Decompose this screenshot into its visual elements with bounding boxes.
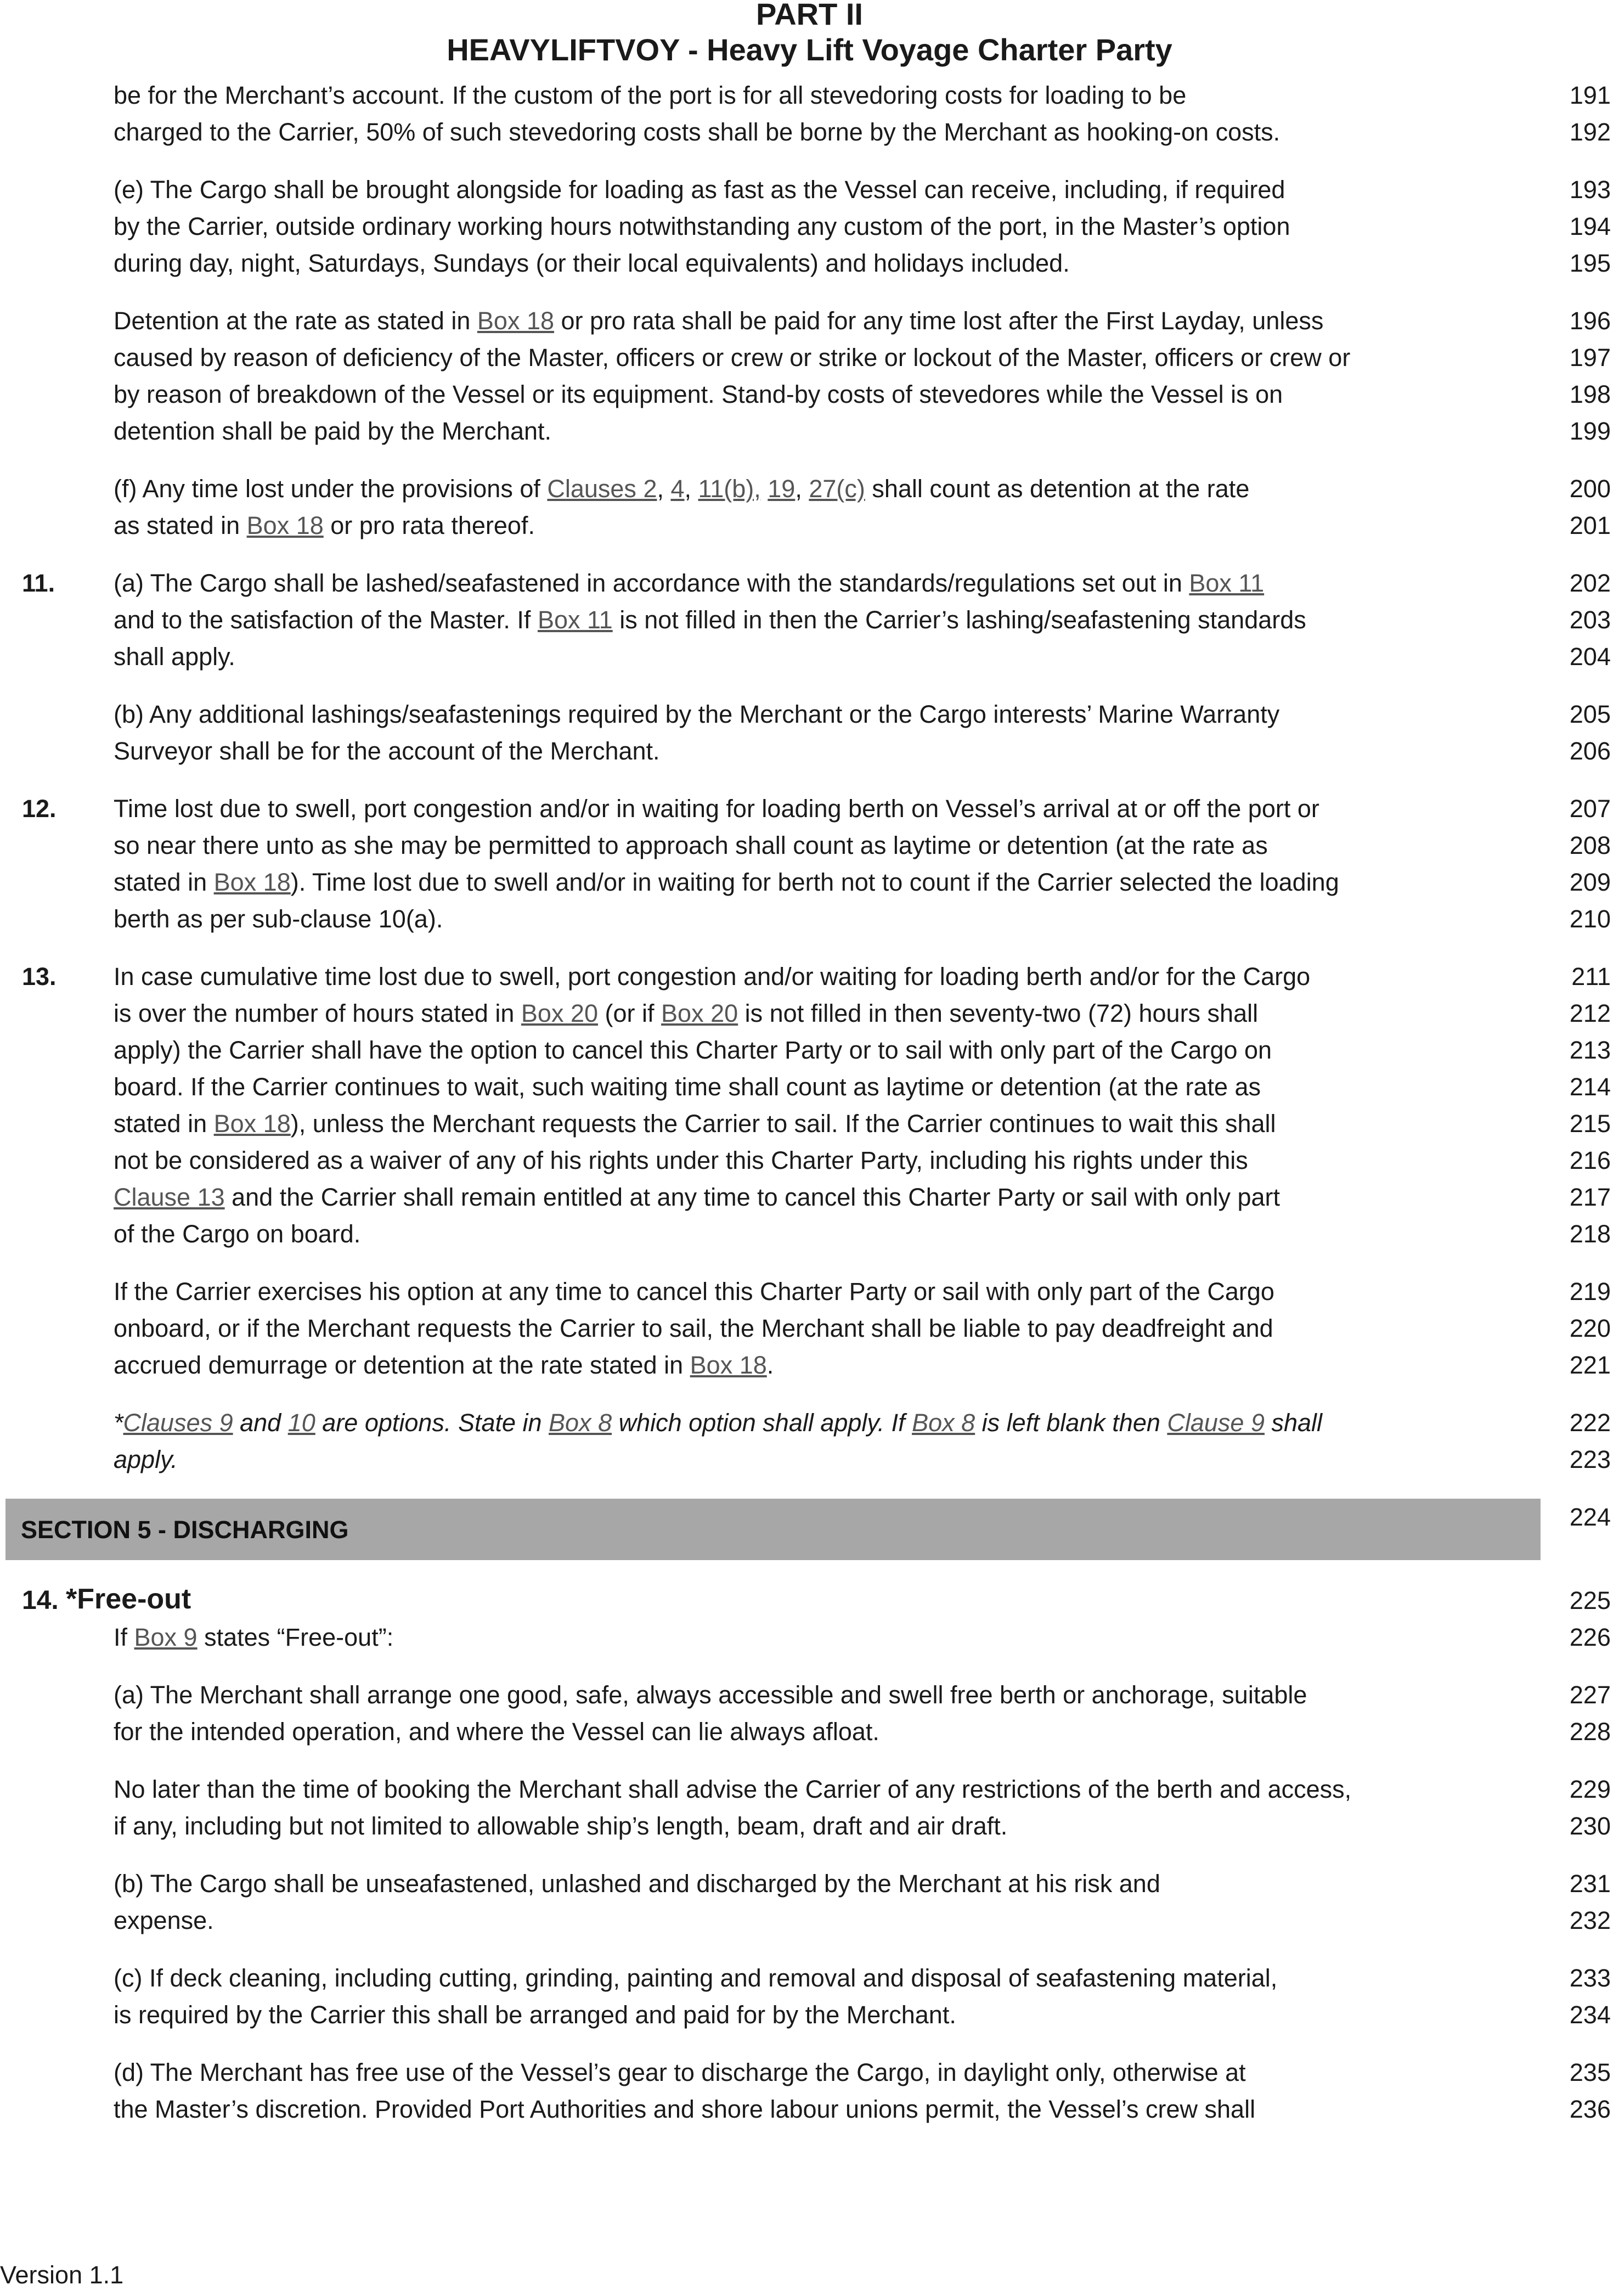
line-number: 227 bbox=[1569, 1681, 1611, 1709]
line-number: 201 bbox=[1569, 511, 1611, 539]
text-run: and to the satisfaction of the Master. If bbox=[114, 606, 538, 634]
text-run: (f) Any time lost under the provisions of bbox=[114, 475, 548, 503]
line-number: 224 bbox=[1569, 1503, 1611, 1531]
clause-11b bbox=[0, 696, 1619, 769]
line-text bbox=[114, 1179, 1280, 1215]
clause-heading: *Free-out bbox=[66, 1583, 191, 1615]
line-191 bbox=[0, 77, 1619, 114]
line-192 bbox=[0, 114, 1619, 150]
clause-14-heading bbox=[0, 1582, 1619, 1656]
line-text: by the Carrier, outside ordinary working hours notwithstanding any custom of the port, in the Master’s option bbox=[114, 212, 1290, 240]
text-run: shall bbox=[1264, 1409, 1323, 1437]
line-text: of the Cargo on board. bbox=[114, 1220, 361, 1248]
text-run: as stated in bbox=[114, 511, 247, 539]
line-text: In case cumulative time lost due to swell, port congestion and/or waiting for loading berth and/or for the Cargo bbox=[114, 963, 1311, 991]
line-201 bbox=[0, 507, 1619, 544]
line-text bbox=[114, 565, 1264, 601]
line-211 bbox=[0, 958, 1619, 995]
line-205 bbox=[0, 696, 1619, 733]
line-217 bbox=[0, 1179, 1619, 1215]
text-run: or pro rata thereof. bbox=[323, 511, 535, 539]
clause-9-link[interactable]: Clauses 9 bbox=[123, 1409, 233, 1437]
line-number: 196 bbox=[1569, 307, 1611, 335]
line-number: 231 bbox=[1569, 1870, 1611, 1898]
line-text bbox=[114, 864, 1339, 901]
line-228 bbox=[0, 1713, 1619, 1750]
text-run: is not filled in then seventy-two (72) hours shall bbox=[738, 999, 1259, 1027]
text-run: , bbox=[684, 475, 698, 503]
line-text: detention shall be paid by the Merchant. bbox=[114, 417, 552, 445]
line-number: 212 bbox=[1569, 999, 1611, 1027]
clause-14d bbox=[0, 2054, 1619, 2128]
line-197 bbox=[0, 339, 1619, 376]
section-5-header bbox=[0, 1499, 1619, 1565]
clause-4-link[interactable]: 4 bbox=[670, 475, 685, 503]
line-number: 226 bbox=[1569, 1623, 1611, 1651]
text-run: is not filled in then the Carrier’s lashing/seafastening standards bbox=[612, 606, 1306, 634]
line-number: 198 bbox=[1569, 380, 1611, 408]
line-text: shall apply. bbox=[114, 643, 235, 671]
line-number: 225 bbox=[1569, 1586, 1611, 1614]
line-232 bbox=[0, 1902, 1619, 1939]
clause-number: 14. bbox=[22, 1586, 59, 1615]
clause-19-link[interactable]: 19 bbox=[768, 475, 796, 503]
line-number: 193 bbox=[1569, 176, 1611, 204]
line-227 bbox=[0, 1676, 1619, 1713]
line-text bbox=[114, 1347, 774, 1383]
line-235 bbox=[0, 2054, 1619, 2091]
line-number: 197 bbox=[1569, 344, 1611, 372]
line-204 bbox=[0, 638, 1619, 675]
clause-number: 11. bbox=[22, 569, 55, 597]
line-number: 219 bbox=[1569, 1278, 1611, 1305]
box-11-link[interactable]: Box 11 bbox=[537, 606, 613, 634]
line-text: not be considered as a waiver of any of his rights under this Charter Party, including his rights under this bbox=[114, 1146, 1248, 1174]
line-text bbox=[114, 302, 1323, 339]
line-234 bbox=[0, 1996, 1619, 2033]
line-number: 232 bbox=[1569, 1906, 1611, 1934]
line-text: expense. bbox=[114, 1906, 214, 1934]
text-run: * bbox=[114, 1409, 123, 1437]
clause-11a bbox=[0, 565, 1619, 675]
text-run: ). Time lost due to swell and/or in waiting for berth not to count if the Carrier selected the loading bbox=[290, 868, 1339, 896]
line-text bbox=[114, 1105, 1276, 1142]
text-run: or pro rata shall be paid for any time lost after the First Layday, unless bbox=[554, 307, 1324, 335]
text-run: , bbox=[657, 475, 671, 503]
line-number: 230 bbox=[1569, 1812, 1611, 1840]
line-number: 213 bbox=[1569, 1036, 1611, 1064]
line-194 bbox=[0, 208, 1619, 245]
line-number: 203 bbox=[1569, 606, 1611, 634]
line-text: during day, night, Saturdays, Sundays (or their local equivalents) and holidays included. bbox=[114, 249, 1070, 277]
line-226 bbox=[0, 1619, 1619, 1656]
line-text bbox=[114, 995, 1258, 1032]
line-number: 204 bbox=[1569, 643, 1611, 671]
part-heading: PART II bbox=[756, 0, 863, 31]
clause-14a bbox=[0, 1676, 1619, 1750]
line-text: (b) The Cargo shall be unseafastened, unlashed and discharged by the Merchant at his risk and bbox=[114, 1870, 1160, 1898]
text-run: stated in bbox=[114, 1110, 214, 1138]
line-206 bbox=[0, 733, 1619, 769]
text-run: Detention at the rate as stated in bbox=[114, 307, 477, 335]
line-number: 221 bbox=[1569, 1351, 1611, 1379]
line-215 bbox=[0, 1105, 1619, 1142]
line-195 bbox=[0, 245, 1619, 282]
line-text: (a) The Merchant shall arrange one good, safe, always accessible and swell free berth or anchorage, suitable bbox=[114, 1681, 1307, 1709]
line-text: onboard, or if the Merchant requests the Carrier to sail, the Merchant shall be liable to pay deadfreight and bbox=[114, 1314, 1273, 1342]
clause-11b-link[interactable]: 11(b), bbox=[698, 475, 761, 503]
line-number: 228 bbox=[1569, 1718, 1611, 1746]
text-run: , bbox=[795, 475, 809, 503]
box-11-link[interactable]: Box 11 bbox=[1189, 569, 1265, 597]
box-20-link[interactable]: Box 20 bbox=[661, 999, 738, 1027]
clause-13 bbox=[0, 958, 1619, 1252]
line-236 bbox=[0, 2091, 1619, 2128]
line-number: 192 bbox=[1569, 118, 1611, 146]
line-text: board. If the Carrier continues to wait, such waiting time shall count as laytime or detention (at the rate as bbox=[114, 1073, 1261, 1101]
line-number: 200 bbox=[1569, 475, 1611, 503]
document-title: HEAVYLIFTVOY - Heavy Lift Voyage Charter Party bbox=[447, 32, 1172, 67]
line-number: 195 bbox=[1569, 249, 1611, 277]
line-number: 207 bbox=[1569, 795, 1611, 823]
line-text bbox=[114, 601, 1306, 638]
paragraph-10e bbox=[0, 171, 1619, 282]
text-run: and bbox=[233, 1409, 288, 1437]
section-title: SECTION 5 - DISCHARGING bbox=[21, 1516, 349, 1544]
text-run: (or if bbox=[598, 999, 662, 1027]
box-8-link[interactable]: Box 8 bbox=[912, 1409, 975, 1437]
line-203 bbox=[0, 601, 1619, 638]
clause-9-link[interactable]: Clause 9 bbox=[1167, 1409, 1265, 1437]
paragraph-10d-continued bbox=[0, 77, 1619, 150]
line-number: 233 bbox=[1569, 1964, 1611, 1992]
line-text: apply) the Carrier shall have the option to cancel this Charter Party or to sail with only part of the Cargo on bbox=[114, 1036, 1272, 1064]
line-number: 205 bbox=[1569, 700, 1611, 728]
line-text: the Master’s discretion. Provided Port Authorities and shore labour unions permit, the Vessel’s crew shall bbox=[114, 2095, 1256, 2123]
line-218 bbox=[0, 1215, 1619, 1252]
line-number: 209 bbox=[1569, 868, 1611, 896]
line-text: (e) The Cargo shall be brought alongside for loading as fast as the Vessel can receive, including, if required bbox=[114, 176, 1285, 204]
line-text: (b) Any additional lashings/seafastenings required by the Merchant or the Cargo interests’ Marine Warranty bbox=[114, 700, 1280, 728]
line-196 bbox=[0, 302, 1619, 339]
line-text bbox=[114, 1619, 393, 1656]
text-run: states “Free-out”: bbox=[197, 1623, 394, 1651]
line-number: 216 bbox=[1569, 1146, 1611, 1174]
text-run: (a) The Cargo shall be lashed/seafastened in accordance with the standards/regulations set out in bbox=[114, 569, 1189, 597]
options-note bbox=[0, 1404, 1619, 1478]
text-run: is over the number of hours stated in bbox=[114, 999, 521, 1027]
line-198 bbox=[0, 376, 1619, 413]
line-220 bbox=[0, 1310, 1619, 1347]
clause-13-link[interactable]: Clause 13 bbox=[114, 1183, 225, 1211]
line-233 bbox=[0, 1960, 1619, 1996]
line-230 bbox=[0, 1808, 1619, 1844]
line-193 bbox=[0, 171, 1619, 208]
text-run: ), unless the Merchant requests the Carrier to sail. If the Carrier continues to wait this shall bbox=[290, 1110, 1276, 1138]
line-207 bbox=[0, 790, 1619, 827]
text-run: stated in bbox=[114, 868, 214, 896]
paragraph-detention bbox=[0, 302, 1619, 449]
line-text: by reason of breakdown of the Vessel or its equipment. Stand-by costs of stevedores while the Vessel is on bbox=[114, 380, 1283, 408]
line-number: 223 bbox=[1569, 1445, 1611, 1473]
box-9-link[interactable]: Box 9 bbox=[134, 1623, 198, 1651]
document-body bbox=[0, 77, 1619, 2148]
line-number: 215 bbox=[1569, 1110, 1611, 1138]
line-text: is required by the Carrier this shall be arranged and paid for by the Merchant. bbox=[114, 2001, 956, 2029]
line-209 bbox=[0, 864, 1619, 901]
line-number: 214 bbox=[1569, 1073, 1611, 1101]
box-18-link[interactable]: Box 18 bbox=[477, 307, 555, 335]
line-223 bbox=[0, 1441, 1619, 1478]
clause-12 bbox=[0, 790, 1619, 937]
text-run: shall count as detention at the rate bbox=[865, 475, 1250, 503]
line-number: 235 bbox=[1569, 2058, 1611, 2086]
box-18-link[interactable]: Box 18 bbox=[690, 1351, 767, 1379]
text-run: which option shall apply. If bbox=[612, 1409, 912, 1437]
clause-14b bbox=[0, 1865, 1619, 1939]
line-221 bbox=[0, 1347, 1619, 1383]
line-text bbox=[114, 1404, 1322, 1441]
line-text bbox=[114, 507, 535, 544]
line-number: 206 bbox=[1569, 737, 1611, 765]
line-229 bbox=[0, 1771, 1619, 1808]
line-199 bbox=[0, 413, 1619, 449]
line-200 bbox=[0, 470, 1619, 507]
line-text: If the Carrier exercises his option at any time to cancel this Charter Party or sail with only part of the Cargo bbox=[114, 1278, 1274, 1305]
line-202 bbox=[0, 565, 1619, 601]
line-number: 217 bbox=[1569, 1183, 1611, 1211]
text-run bbox=[761, 475, 768, 503]
text-run: accrued demurrage or detention at the rate stated in bbox=[114, 1351, 690, 1379]
line-text: for the intended operation, and where the Vessel can lie always afloat. bbox=[114, 1718, 879, 1746]
text-run: If bbox=[114, 1623, 134, 1651]
line-text: Surveyor shall be for the account of the Merchant. bbox=[114, 737, 660, 765]
line-text: No later than the time of booking the Merchant shall advise the Carrier of any restrictions of the berth and access, bbox=[114, 1775, 1352, 1803]
line-212 bbox=[0, 995, 1619, 1032]
line-number: 229 bbox=[1569, 1775, 1611, 1803]
box-8-link[interactable]: Box 8 bbox=[549, 1409, 612, 1437]
line-text bbox=[114, 470, 1249, 507]
line-text: apply. bbox=[114, 1445, 178, 1473]
line-number: 236 bbox=[1569, 2095, 1611, 2123]
line-number: 218 bbox=[1569, 1220, 1611, 1248]
paragraph-10f bbox=[0, 470, 1619, 544]
text-run: . bbox=[766, 1351, 774, 1379]
line-text: so near there unto as she may be permitted to approach shall count as laytime or detention (at the rate as bbox=[114, 831, 1268, 859]
clause-13-continued bbox=[0, 1273, 1619, 1383]
line-number: 208 bbox=[1569, 831, 1611, 859]
page-header bbox=[0, 0, 1619, 68]
line-number: 191 bbox=[1569, 81, 1611, 109]
box-20-link[interactable]: Box 20 bbox=[521, 999, 599, 1027]
line-number: 202 bbox=[1569, 569, 1611, 597]
clause-number: 12. bbox=[22, 795, 57, 823]
line-text: caused by reason of deficiency of the Master, officers or crew or strike or lockout of the Master, officers or crew or bbox=[114, 344, 1351, 372]
line-225 bbox=[0, 1582, 1619, 1619]
clause-2-link[interactable]: Clauses 2 bbox=[547, 475, 657, 503]
line-text: be for the Merchant’s account. If the custom of the port is for all stevedoring costs for loading to be bbox=[114, 81, 1187, 109]
clause-10-link[interactable]: 10 bbox=[287, 1409, 315, 1437]
text-run: is left blank then bbox=[975, 1409, 1167, 1437]
line-number: 220 bbox=[1569, 1314, 1611, 1342]
line-text: (d) The Merchant has free use of the Vessel’s gear to discharge the Cargo, in daylight only, otherwise at bbox=[114, 2058, 1246, 2086]
line-208 bbox=[0, 827, 1619, 864]
line-222 bbox=[0, 1404, 1619, 1441]
line-text: (c) If deck cleaning, including cutting, grinding, painting and removal and disposal of seafastening material, bbox=[114, 1964, 1278, 1992]
clause-27c-link[interactable]: 27(c) bbox=[809, 475, 865, 503]
line-text: charged to the Carrier, 50% of such stevedoring costs shall be borne by the Merchant as hooking-on costs. bbox=[114, 118, 1280, 146]
line-214 bbox=[0, 1068, 1619, 1105]
line-text: if any, including but not limited to allowable ship’s length, beam, draft and air draft. bbox=[114, 1812, 1008, 1840]
line-text: berth as per sub-clause 10(a). bbox=[114, 905, 443, 933]
text-run: are options. State in bbox=[315, 1409, 549, 1437]
clause-14c bbox=[0, 1960, 1619, 2033]
line-number: 234 bbox=[1569, 2001, 1611, 2029]
line-213 bbox=[0, 1032, 1619, 1068]
line-text: Time lost due to swell, port congestion and/or in waiting for loading berth on Vessel’s arrival at or off the port or bbox=[114, 795, 1319, 823]
version-footer: Version 1.1 bbox=[0, 2261, 124, 2289]
line-number: 199 bbox=[1569, 417, 1611, 445]
line-number: 210 bbox=[1569, 905, 1611, 933]
line-219 bbox=[0, 1273, 1619, 1310]
line-number: 211 bbox=[1571, 963, 1611, 991]
box-18-link[interactable]: Box 18 bbox=[213, 1110, 291, 1138]
line-number: 222 bbox=[1569, 1409, 1611, 1437]
line-231 bbox=[0, 1865, 1619, 1902]
text-run: and the Carrier shall remain entitled at any time to cancel this Charter Party or sail with only part bbox=[224, 1183, 1280, 1211]
clause-14a-restrictions bbox=[0, 1771, 1619, 1844]
line-210 bbox=[0, 901, 1619, 937]
clause-number: 13. bbox=[22, 963, 57, 991]
line-number: 194 bbox=[1569, 212, 1611, 240]
box-18-link[interactable]: Box 18 bbox=[213, 868, 291, 896]
line-216 bbox=[0, 1142, 1619, 1179]
box-18-link[interactable]: Box 18 bbox=[246, 511, 324, 539]
